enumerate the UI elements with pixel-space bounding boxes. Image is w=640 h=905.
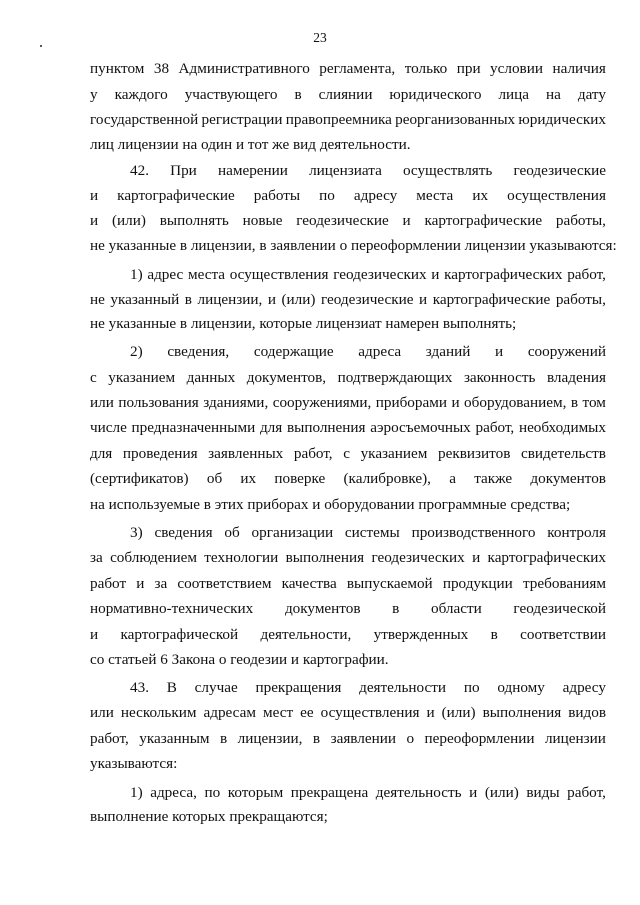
text-line: 1) адрес места осуществления геодезических и картографических работ,: [130, 266, 606, 283]
text-line: работ и за соответствием качества выпускаемой продукции требованиям: [90, 575, 606, 592]
page-number: 23: [313, 30, 327, 45]
text-line: не указанный в лицензии, и (или) геодезические и картографические работы,: [90, 291, 606, 308]
text-line: за соблюдением технологии выполнения геодезических и картографических: [90, 549, 606, 566]
text-line: нормативно-технических документов в области геодезической: [90, 600, 606, 617]
text-line: пунктом 38 Административного регламента, только при условии наличия: [90, 60, 606, 77]
text-line: для проведения заявленных работ, с указанием реквизитов свидетельств: [90, 445, 606, 462]
scan-dot: [40, 45, 42, 47]
text-line: 3) сведения об организации системы производственного контроля: [130, 524, 606, 541]
text-line: у каждого участвующего в слиянии юридического лица на дату: [90, 86, 606, 103]
text-line: и картографические работы по адресу места их осуществления: [90, 187, 606, 204]
text-line: работ, указанным в лицензии, в заявлении о переоформлении лицензии: [90, 730, 606, 747]
text-line: с указанием данных документов, подтверждающих законность владения: [90, 369, 606, 386]
text-line: 1) адреса, по которым прекращена деятельность и (или) виды работ,: [130, 784, 606, 801]
text-line: 42. При намерении лицензиата осуществлять геодезические: [130, 162, 606, 179]
text-line: и (или) выполнять новые геодезические и картографические работы,: [90, 212, 606, 229]
text-line: выполнение которых прекращаются;: [90, 808, 328, 825]
text-line: (сертификатов) об их поверке (калибровке), а также документов: [90, 470, 606, 487]
text-line: не указанные в лицензии, которые лицензиат намерен выполнять;: [90, 315, 517, 332]
text-line: 43. В случае прекращения деятельности по одному адресу: [130, 679, 606, 696]
text-line: не указанные в лицензии, в заявлении о переоформлении лицензии указываются:: [90, 237, 617, 254]
text-line: числе предназначенными для выполнения аэросъемочных работ, необходимых: [90, 419, 606, 436]
text-line: или нескольким адресам мест ее осуществления и (или) выполнения видов: [90, 704, 606, 721]
text-line: со статьей 6 Закона о геодезии и картографии.: [90, 651, 389, 668]
text-line: лиц лицензии на один и тот же вид деятельности.: [90, 136, 411, 153]
text-line: указываются:: [90, 755, 178, 772]
text-line: государственной регистрации правопреемника реорганизованных юридических: [90, 111, 606, 128]
text-line: и картографической деятельности, утвержденных в соответствии: [90, 626, 606, 643]
text-line: или пользования зданиями, сооружениями, приборами и оборудованием, в том: [90, 394, 606, 411]
text-line: на используемые в этих приборах и оборудовании программные средства;: [90, 496, 571, 513]
text-line: 2) сведения, содержащие адреса зданий и сооружений: [130, 343, 606, 360]
